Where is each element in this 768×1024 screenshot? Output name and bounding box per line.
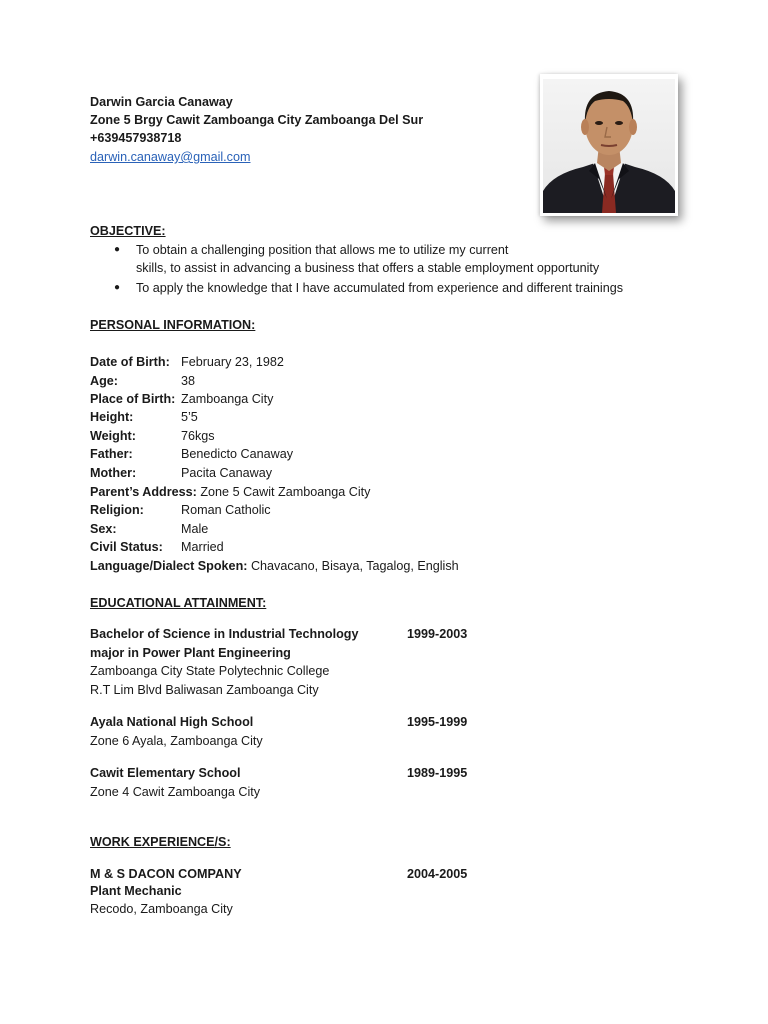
language-label: Language/Dialect Spoken: [90,559,248,573]
applicant-phone: +639457938718 [90,131,182,145]
objective-item-1-line-2: skills, to assist in advancing a business that offers a stable employment opportunity [136,261,600,275]
education-school: Zamboanga City State Polytechnic College [90,664,330,678]
religion-label: Religion: [90,503,144,517]
age-value: 38 [181,374,196,388]
education-degree: Bachelor of Science in Industrial Technology [90,627,359,641]
education-heading: EDUCATIONAL ATTAINMENT: [90,596,267,610]
civil-status-label: Civil Status: [90,540,163,554]
work-heading: WORK EXPERIENCE/S: [90,835,231,849]
bullet-icon: ● [114,282,121,293]
parents-address-value: Zone 5 Cawit Zamboanga City [200,485,371,499]
father-label: Father: [90,447,133,461]
sex-value: Male [181,522,209,536]
work-position: Plant Mechanic [90,884,182,898]
birthplace-label: Place of Birth: [90,392,176,406]
work-location: Recodo, Zamboanga City [90,902,233,916]
education-years: 1995-1999 [407,715,468,729]
bullet-icon: ● [114,244,121,255]
parents-address-label: Parent’s Address: [90,485,197,499]
education-address: Zone 6 Ayala, Zamboanga City [90,734,263,748]
sex-label: Sex: [90,522,117,536]
education-address: Zone 4 Cawit Zamboanga City [90,785,261,799]
mother-label: Mother: [90,466,137,480]
weight-value: 76kgs [181,429,215,443]
work-years: 2004-2005 [407,867,468,881]
dob-value: February 23, 1982 [181,355,284,369]
education-years: 1999-2003 [407,627,468,641]
parents-address-row [90,484,370,500]
applicant-address: Zone 5 Brgy Cawit Zamboanga City Zamboanga Del Sur [90,113,424,127]
education-years: 1989-1995 [407,766,468,780]
email-link[interactable]: darwin.canaway@gmail.com [90,150,251,164]
age-label: Age: [90,374,118,388]
education-major: major in Power Plant Engineering [90,646,291,660]
work-company: M & S DACON COMPANY [90,867,242,881]
education-school: Ayala National High School [90,715,254,729]
profile-photo [540,74,678,216]
education-address: R.T Lim Blvd Baliwasan Zamboanga City [90,683,319,697]
personal-info-heading: PERSONAL INFORMATION: [90,318,256,332]
education-school: Cawit Elementary School [90,766,241,780]
portrait-photo-icon [543,79,675,213]
civil-status-value: Married [181,540,224,554]
religion-value: Roman Catholic [181,503,271,517]
father-value: Benedicto Canaway [181,447,294,461]
birthplace-value: Zamboanga City [181,392,274,406]
dob-label: Date of Birth: [90,355,170,369]
height-value: 5’5 [181,410,198,424]
mother-value: Pacita Canaway [181,466,273,480]
applicant-name: Darwin Garcia Canaway [90,95,233,109]
objective-heading: OBJECTIVE: [90,224,166,238]
weight-label: Weight: [90,429,136,443]
language-row [90,558,459,574]
objective-item-2: To apply the knowledge that I have accumulated from experience and different trainings [136,281,624,295]
height-label: Height: [90,410,134,424]
language-value: Chavacano, Bisaya, Tagalog, English [250,559,459,573]
objective-item-1-line-1: To obtain a challenging position that allows me to utilize my current [136,243,509,257]
